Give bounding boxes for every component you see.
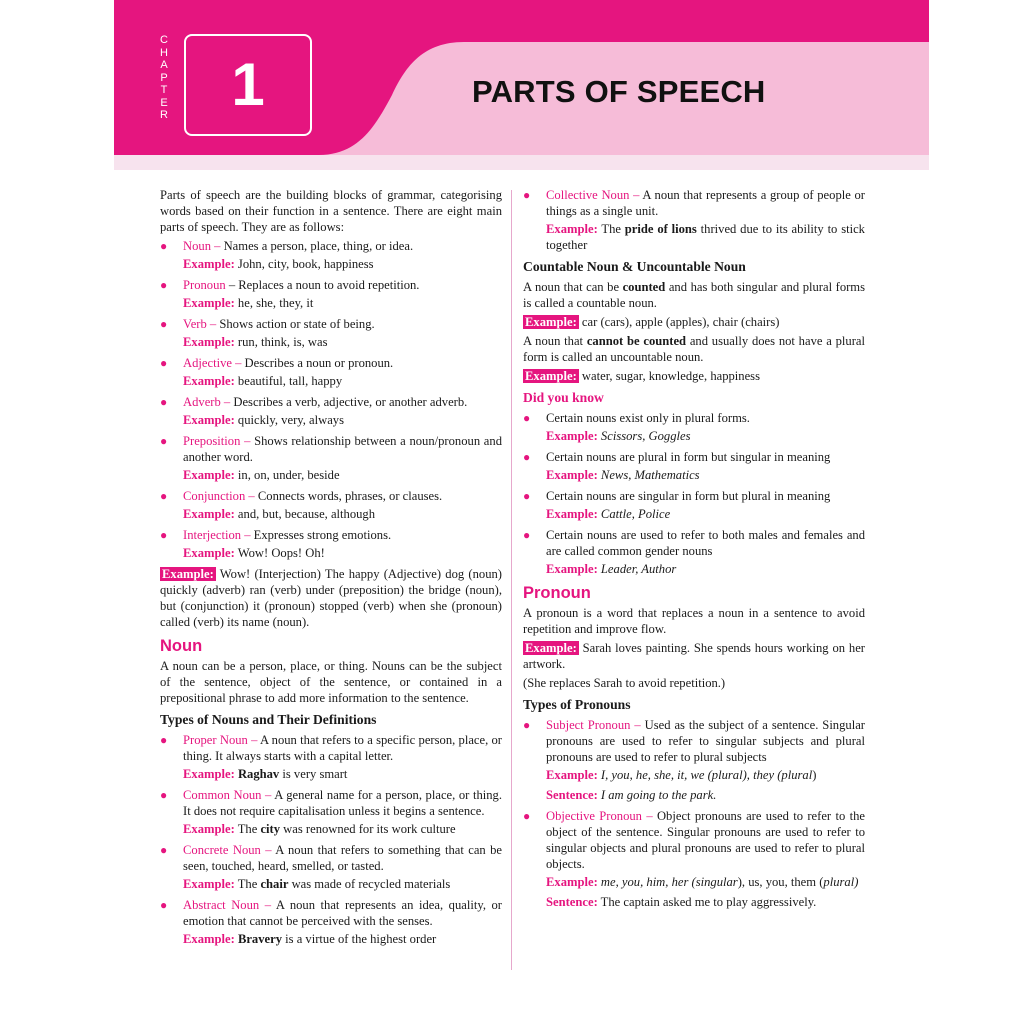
bullet-icon: ● bbox=[523, 411, 531, 425]
list-item: ● Conjunction – Connects words, phrases, or clauses. Example: and, but, because, although bbox=[160, 489, 443, 521]
combined-example: Example: Wow! (Interjection) The happy (Adjective) dog (noun) quickly (adverb) ran (verb) under (preposition) the bridge (noun), but (conjunction) it (pronoun) stopped (verb) when she (pronoun) called (verb) its name (noun). bbox=[160, 567, 502, 629]
list-item: ● Certain nouns exist only in plural forms. Example: Scissors, Goggles bbox=[523, 411, 750, 443]
parts-of-speech-list bbox=[160, 238, 502, 561]
bullet-icon: ● bbox=[523, 528, 531, 542]
pronoun-paragraph: A pronoun is a word that replaces a noun in a sentence to avoid repetition and improve flow. bbox=[523, 606, 865, 636]
chapter-number: 1 bbox=[184, 34, 312, 136]
chapter-banner bbox=[114, 0, 929, 170]
noun-paragraph: A noun can be a person, place, or thing. Nouns can be the subject of the sentence, object of the sentence, or contained in a prepositional phrase to add more information to the sentence. bbox=[160, 659, 502, 705]
uncountable-paragraph: A noun that cannot be counted and usually does not have a plural form is called an uncountable noun. bbox=[523, 334, 865, 364]
countable-heading: Countable Noun & Uncountable Noun bbox=[523, 259, 746, 274]
list-item: ● Certain nouns are used to refer to both males and females and are called common gender nouns Example: Leader, Author bbox=[523, 528, 865, 576]
list-item: ● Pronoun – Replaces a noun to avoid repetition. Example: he, she, they, it bbox=[160, 278, 420, 310]
bullet-icon: ● bbox=[523, 809, 531, 823]
bullet-icon: ● bbox=[523, 489, 531, 503]
list-item: ● Abstract Noun – A noun that represents an idea, quality, or emotion that cannot be perceived with the senses. Example: Bravery is a virtue of the highest order bbox=[160, 898, 502, 946]
noun-heading: Noun bbox=[160, 637, 203, 655]
pronoun-heading: Pronoun bbox=[523, 584, 591, 602]
bullet-icon: ● bbox=[160, 489, 168, 503]
bullet-icon: ● bbox=[160, 788, 168, 802]
bullet-icon: ● bbox=[523, 718, 531, 732]
column-divider bbox=[511, 190, 512, 970]
intro-paragraph: Parts of speech are the building blocks of grammar, categorising words based on their function in a sentence. There are eight main parts of speech. They are as follows: bbox=[160, 188, 502, 234]
bullet-icon: ● bbox=[160, 434, 168, 448]
bullet-icon: ● bbox=[160, 239, 168, 253]
list-item: ● Proper Noun – A noun that refers to a specific person, place, or thing. It always starts with a capital letter. Example: Raghav is very smart bbox=[160, 733, 502, 781]
chapter-label: C H A P T E R bbox=[160, 34, 168, 121]
countable-example: Example: car (cars), apple (apples), chair (chairs) bbox=[525, 315, 780, 329]
pronoun-note: (She replaces Sarah to avoid repetition.) bbox=[523, 676, 726, 690]
left-column bbox=[160, 187, 502, 952]
did-you-know-list bbox=[523, 410, 865, 577]
bullet-icon: ● bbox=[160, 898, 168, 912]
list-item: ● Verb – Shows action or state of being. Example: run, think, is, was bbox=[160, 317, 375, 349]
pronoun-example: Example: Sarah loves painting. She spends hours working on her artwork. bbox=[523, 641, 865, 671]
list-item: ● Certain nouns are plural in form but singular in meaning Example: News, Mathematics bbox=[523, 450, 831, 482]
uncountable-example: Example: water, sugar, knowledge, happiness bbox=[525, 369, 760, 383]
bullet-icon: ● bbox=[160, 395, 168, 409]
countable-paragraph: A noun that can be counted and has both singular and plural forms is called a countable noun. bbox=[523, 280, 866, 310]
chapter-title: PARTS OF SPEECH bbox=[472, 74, 766, 109]
types-of-pronouns-heading: Types of Pronouns bbox=[523, 697, 631, 712]
list-item: ● Collective Noun – A noun that represents a group of people or things as a single unit. Example: The pride of lions thrived due to its ability to stick together bbox=[523, 188, 866, 252]
bullet-icon: ● bbox=[523, 450, 531, 464]
list-item: ● Certain nouns are singular in form but plural in meaning Example: Cattle, Police bbox=[523, 489, 831, 521]
bullet-icon: ● bbox=[160, 356, 168, 370]
list-item: ● Preposition – Shows relationship between a noun/pronoun and another word. Example: in, on, under, beside bbox=[160, 434, 502, 482]
list-item: ● Objective Pronoun – Object pronouns are used to refer to the object of the sentence. Singular pronouns are used to refer to singular objects and plural pronouns are used to refer to plural objects. Example: me, you, him, her (singular), us, you, them (plural) Sentence: The captain asked me to play aggressively. bbox=[523, 809, 865, 909]
pronoun-types-list bbox=[523, 717, 865, 910]
bullet-icon: ● bbox=[160, 733, 168, 747]
textbook-page bbox=[114, 0, 929, 1024]
bullet-icon: ● bbox=[160, 843, 168, 857]
list-item: ● Interjection – Expresses strong emotions. Example: Wow! Oops! Oh! bbox=[160, 528, 392, 560]
right-column bbox=[523, 187, 865, 915]
bullet-icon: ● bbox=[160, 528, 168, 542]
collective-noun-list bbox=[523, 187, 865, 253]
bullet-icon: ● bbox=[160, 278, 168, 292]
list-item: ● Adverb – Describes a verb, adjective, or another adverb. Example: quickly, very, always bbox=[160, 395, 468, 427]
list-item: ● Adjective – Describes a noun or pronoun. Example: beautiful, tall, happy bbox=[160, 356, 394, 388]
list-item: ● Noun – Names a person, place, thing, or idea. Example: John, city, book, happiness bbox=[160, 239, 414, 271]
bullet-icon: ● bbox=[160, 317, 168, 331]
list-item: ● Concrete Noun – A noun that refers to something that can be seen, touched, heard, smelled, or tasted. Example: The chair was made of recycled materials bbox=[160, 843, 502, 891]
noun-types-list bbox=[160, 732, 502, 947]
bullet-icon: ● bbox=[523, 188, 531, 202]
types-of-nouns-heading: Types of Nouns and Their Definitions bbox=[160, 712, 377, 727]
did-you-know-heading: Did you know bbox=[523, 390, 604, 405]
list-item: ● Subject Pronoun – Used as the subject of a sentence. Singular pronouns are used to refer to singular subjects and plural pronouns are used to refer to plural subjects Example: I, you, he, she, it, we (plural), they (plural) Sentence: I am going to the park. bbox=[523, 718, 865, 802]
list-item: ● Common Noun – A general name for a person, place, or thing. It does not require capitalisation unless it begins a sentence. Example: The city was renowned for its work culture bbox=[160, 788, 502, 836]
